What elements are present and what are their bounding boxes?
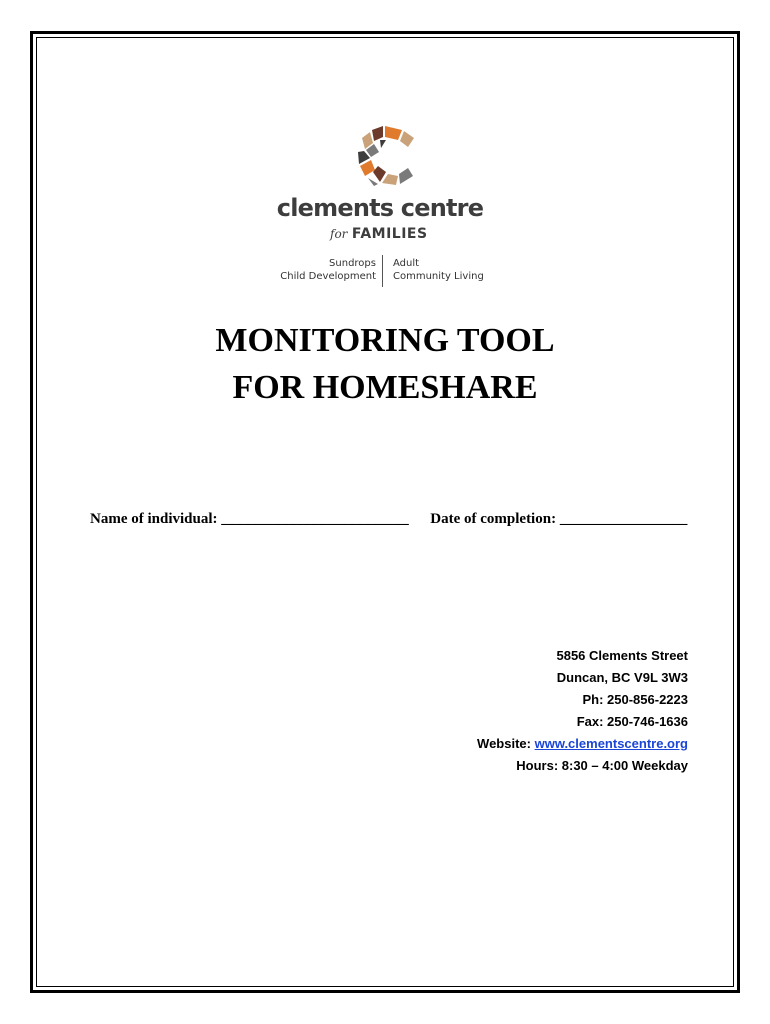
division-left-line2: Child Development	[280, 271, 376, 282]
division-community-living	[393, 257, 484, 283]
brand-families: FAMILIES	[351, 226, 428, 242]
contact-block	[477, 645, 688, 777]
website-link[interactable]: www.clementscentre.org	[534, 736, 688, 751]
date-of-completion-label: Date of completion:	[430, 511, 557, 527]
document-title-line1: MONITORING TOOL	[215, 322, 555, 359]
website-label: Website:	[477, 736, 535, 751]
division-sundrops	[280, 257, 376, 283]
logo-divisions	[280, 255, 490, 289]
contact-phone: Ph: 250-856-2223	[582, 692, 688, 707]
contact-city: Duncan, BC V9L 3W3	[556, 670, 688, 685]
document-title-line2: FOR HOMESHARE	[232, 369, 538, 406]
division-left-line1: Sundrops	[329, 258, 376, 269]
date-of-completion-field[interactable]: _________________	[559, 511, 688, 527]
contact-fax: Fax: 250-746-1636	[576, 714, 688, 729]
brand-subtitle	[330, 226, 428, 242]
contact-hours: Hours: 8:30 – 4:00 Weekday	[516, 758, 688, 773]
name-of-individual-label: Name of individual:	[90, 511, 218, 527]
clements-centre-logo	[270, 122, 500, 292]
division-right-line1: Adult	[393, 258, 420, 269]
form-fields-row	[90, 511, 687, 528]
contact-website-row	[477, 733, 688, 755]
brand-name: clements centre	[276, 194, 484, 222]
division-separator	[382, 255, 383, 287]
brand-for: for	[330, 227, 348, 241]
logo-c-mosaic-icon	[350, 122, 420, 188]
contact-street: 5856 Clements Street	[556, 648, 688, 663]
division-right-line2: Community Living	[393, 271, 484, 282]
name-of-individual-field[interactable]: _________________________	[221, 511, 409, 527]
